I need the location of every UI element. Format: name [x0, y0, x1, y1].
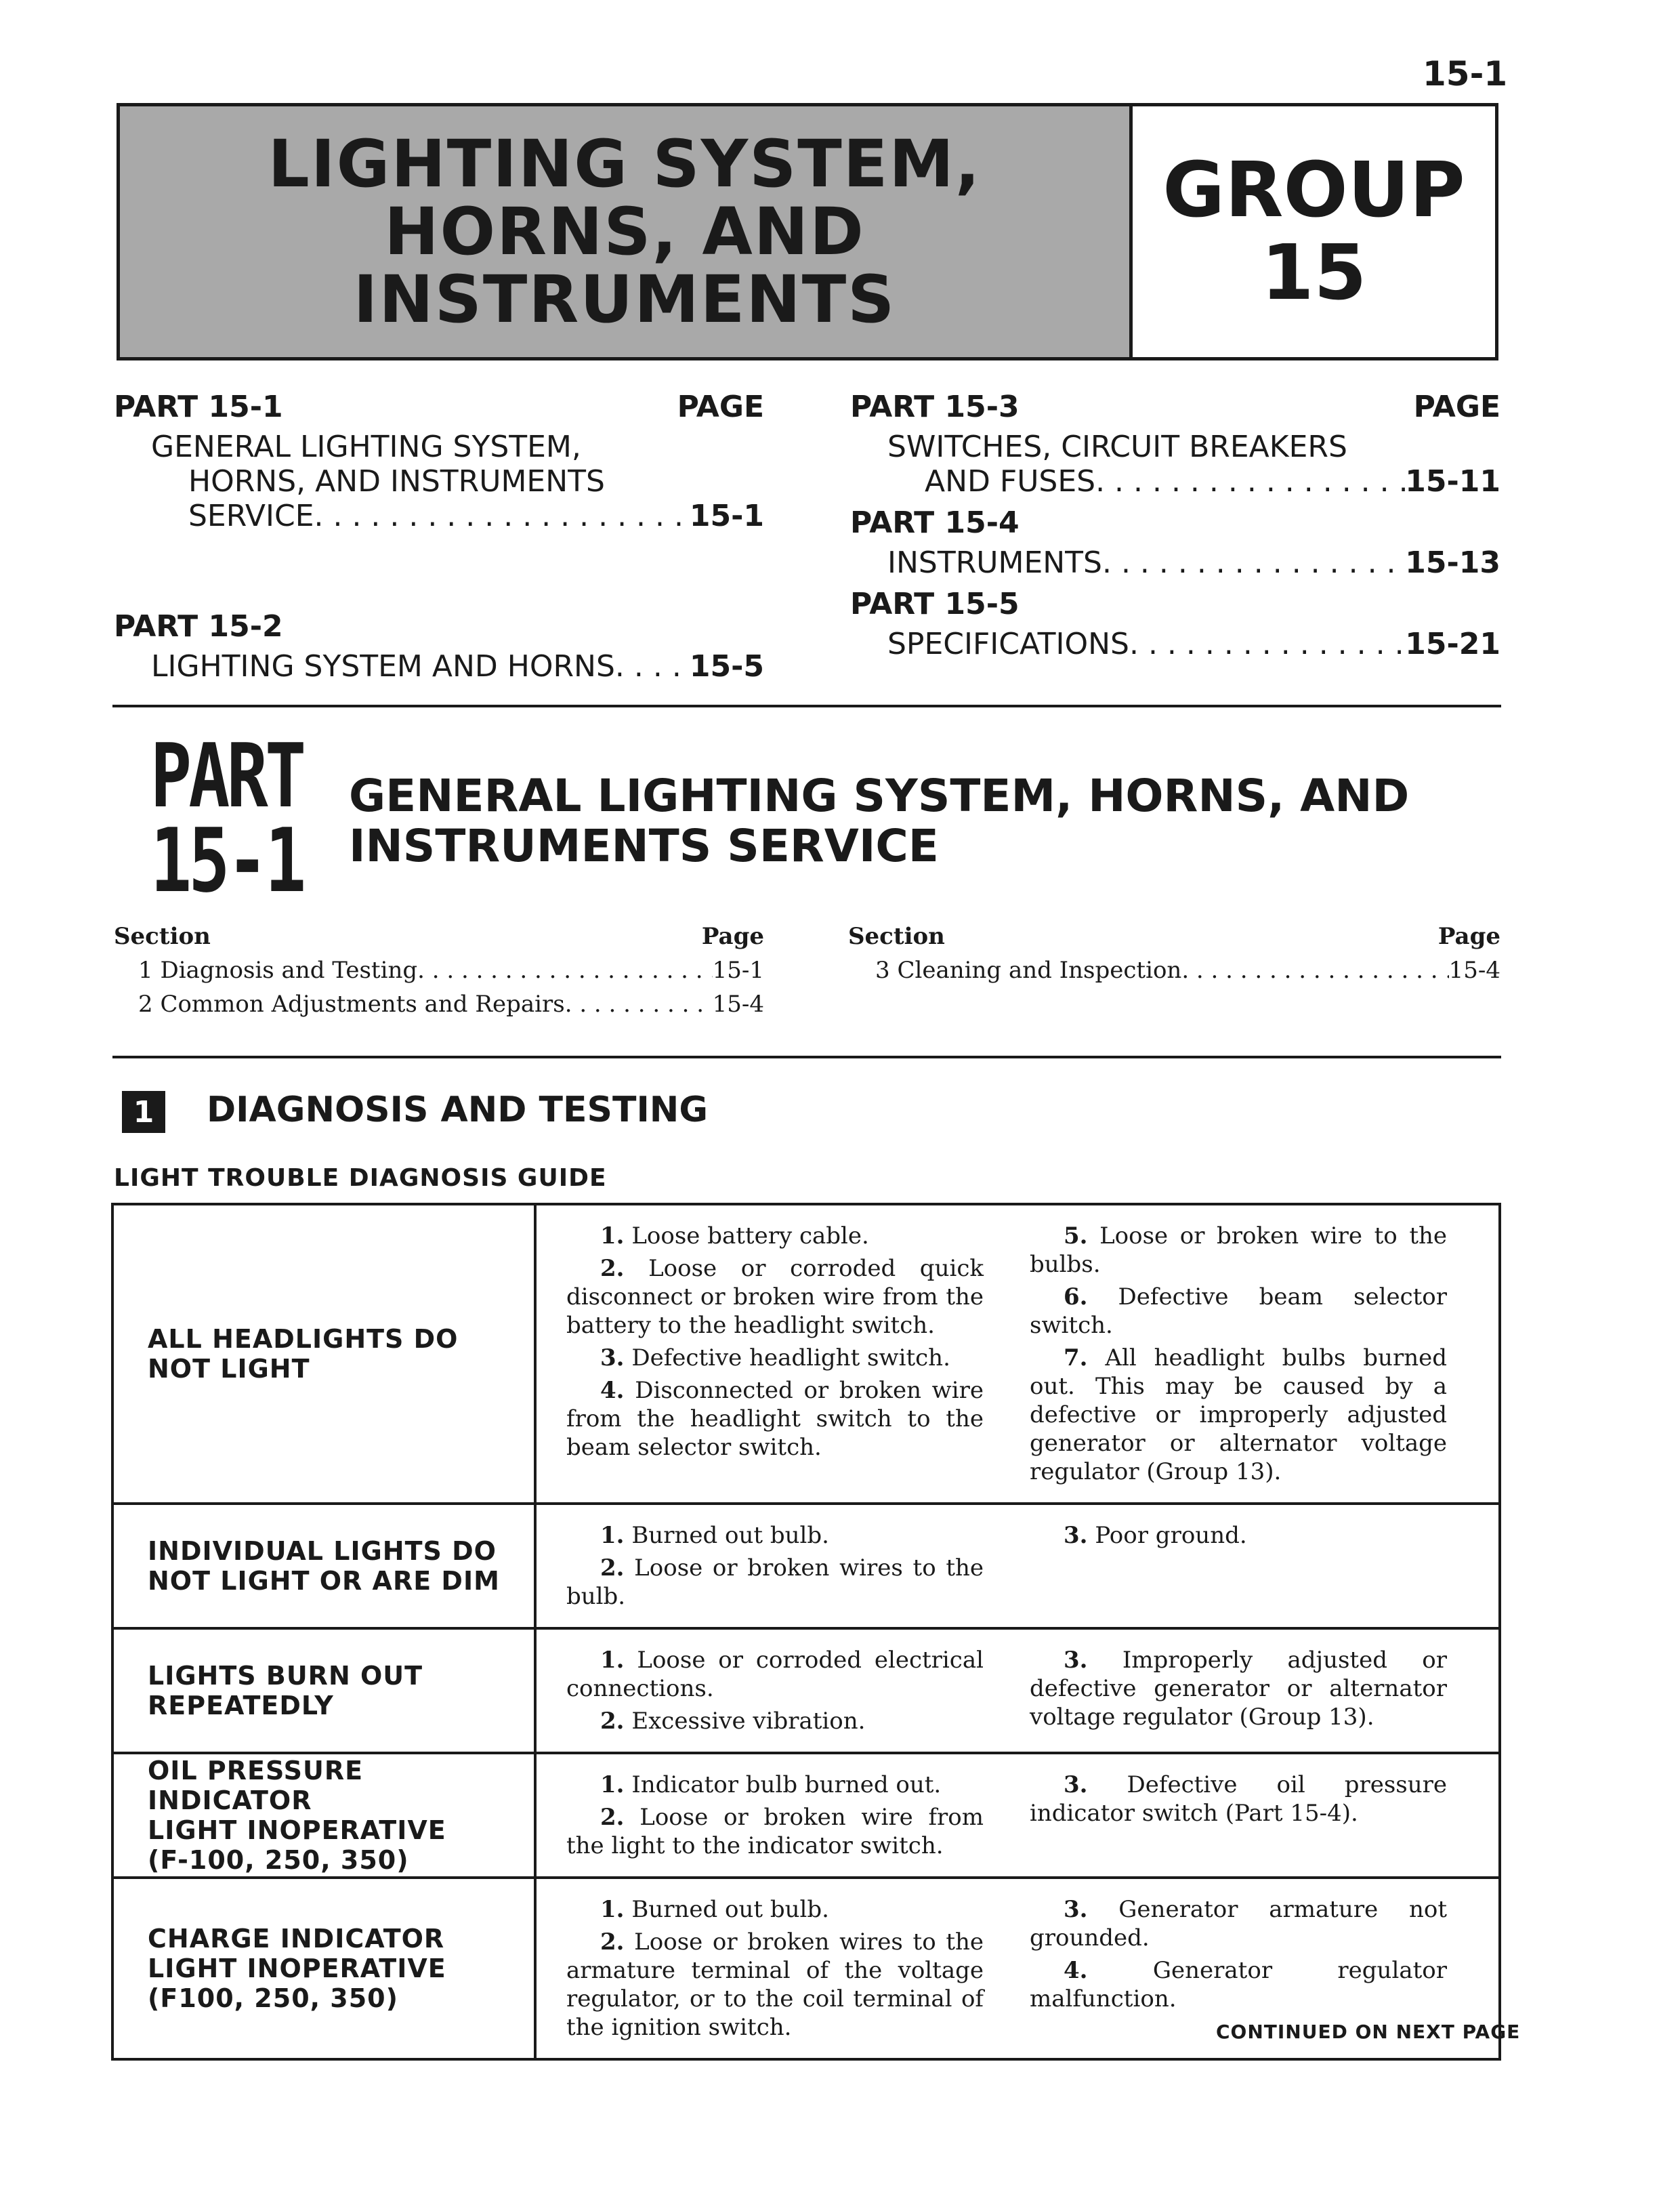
toc-entry-label: INSTRUMENTS	[887, 545, 1102, 580]
cause-item	[566, 1254, 984, 1340]
leader-dots	[615, 649, 690, 684]
toc-right-column	[850, 390, 1500, 661]
cause-column	[566, 1771, 984, 1864]
cause-number: 2.	[600, 1804, 625, 1831]
condition-cell	[112, 1504, 535, 1628]
table-row	[112, 1504, 1500, 1628]
cause-column	[1030, 1646, 1447, 1739]
leader-dots	[1129, 627, 1405, 661]
cause-text: Improperly adjusted or defective generator or alternator voltage regulator (Group 13).	[1030, 1647, 1447, 1731]
cause-number: 3.	[1064, 1647, 1088, 1674]
page-number: 15-1	[1423, 54, 1508, 94]
condition-cell	[112, 1204, 535, 1504]
cause-text: Loose battery cable.	[631, 1222, 869, 1250]
cause-item	[566, 1803, 984, 1860]
cause-item	[1030, 1895, 1447, 1952]
toc-entry-label: LIGHTING SYSTEM AND HORNS	[151, 649, 615, 684]
cause-number: 1.	[600, 1771, 625, 1798]
leader-dots	[1181, 957, 1448, 984]
cause-number: 4.	[600, 1377, 625, 1404]
diagnosis-table	[111, 1203, 1501, 2061]
cause-number: 1.	[600, 1222, 625, 1250]
cause-column	[566, 1646, 984, 1739]
cause-text: Loose or corroded electrical connections.	[566, 1647, 984, 1702]
section-entry-page: 15-4	[712, 991, 764, 1018]
cause-number: 2.	[600, 1708, 625, 1735]
cause-text: Poor ground.	[1095, 1522, 1247, 1549]
cause-number: 2.	[600, 1554, 625, 1582]
section-header: Section	[848, 923, 945, 950]
condition-line: LIGHT INOPERATIVE	[148, 1815, 446, 1845]
cause-text: Defective oil pressure indicator switch (Part 15-4).	[1030, 1771, 1447, 1827]
group-title	[120, 106, 1133, 357]
cause-text: Loose or broken wire from the light to the indicator switch.	[566, 1804, 984, 1859]
condition-line: NOT LIGHT OR ARE DIM	[148, 1566, 500, 1596]
group-label: GROUP	[1162, 146, 1465, 234]
condition-line: INDIVIDUAL LIGHTS DO	[148, 1536, 497, 1566]
cause-number: 6.	[1064, 1283, 1088, 1310]
cause-number: 1.	[600, 1647, 625, 1674]
cause-item	[1030, 1222, 1447, 1279]
cause-item	[566, 1707, 984, 1735]
toc-entry-label: SERVICE	[188, 499, 314, 533]
cause-text: All headlight bulbs burned out. This may be caused by a defective or improperly adjusted generator or alternator voltage regulator (Group 13).	[1030, 1344, 1447, 1485]
toc-part-heading: PART 15-1	[114, 390, 283, 424]
condition-line: NOT LIGHT	[148, 1354, 310, 1384]
condition-line: CHARGE INDICATOR	[148, 1924, 445, 1954]
cause-number: 3.	[1064, 1522, 1088, 1549]
cause-item	[566, 1222, 984, 1250]
cause-column	[1030, 1771, 1447, 1864]
causes-cell	[535, 1204, 1500, 1504]
toc-entry[interactable]	[114, 430, 764, 533]
part-title-line: INSTRUMENTS SERVICE	[349, 820, 939, 872]
condition-cell	[112, 1753, 535, 1878]
section-entry-label: 1 Diagnosis and Testing	[138, 957, 418, 984]
cause-item	[566, 1771, 984, 1799]
cause-number: 2.	[600, 1255, 625, 1282]
cause-number: 2.	[600, 1928, 625, 1956]
divider-rule	[112, 1056, 1501, 1058]
section-title: DIAGNOSIS AND TESTING	[207, 1090, 709, 1130]
cause-text: Excessive vibration.	[631, 1708, 866, 1735]
condition-line: (F-100, 250, 350)	[148, 1845, 409, 1875]
toc-entry-page: 15-1	[689, 499, 764, 533]
group-title-line: LIGHTING SYSTEM,	[268, 126, 982, 202]
toc-entry-label: SPECIFICATIONS	[887, 627, 1129, 661]
cause-text: Loose or broken wires to the armature terminal of the voltage regulator, or to the coil terminal of the ignition switch.	[566, 1928, 984, 2041]
cause-number: 3.	[1064, 1771, 1088, 1798]
cause-item	[1030, 1344, 1447, 1486]
cause-text: Loose or broken wires to the bulb.	[566, 1554, 984, 1610]
leader-dots	[1095, 464, 1405, 499]
cause-column	[1030, 1222, 1447, 1490]
toc-entry[interactable]	[850, 430, 1500, 499]
divider-rule	[112, 705, 1501, 707]
condition-cell	[112, 1628, 535, 1753]
toc-entry-page: 15-5	[689, 649, 764, 684]
table-row	[112, 1628, 1500, 1753]
toc-entry-page: 15-21	[1405, 627, 1500, 661]
group-number-box	[1133, 106, 1495, 357]
cause-number: 5.	[1064, 1222, 1088, 1250]
cause-text: Defective beam selector switch.	[1030, 1283, 1448, 1339]
cause-item	[566, 1928, 984, 2042]
cause-text: Loose or broken wire to the bulbs.	[1030, 1222, 1448, 1278]
cause-number: 1.	[600, 1522, 625, 1549]
continued-note: CONTINUED ON NEXT PAGE	[1216, 2021, 1521, 2043]
leader-dots	[314, 499, 690, 533]
condition-line: LIGHT INOPERATIVE	[148, 1954, 446, 1983]
page-header: Page	[701, 923, 764, 950]
toc-part-heading: PART 15-3	[850, 390, 1020, 424]
cause-text: Burned out bulb.	[631, 1896, 829, 1923]
toc-entry[interactable]	[850, 627, 1500, 661]
section-entry-label: 3 Cleaning and Inspection	[875, 957, 1182, 984]
section-header: Section	[114, 923, 211, 950]
group-number: 15	[1261, 229, 1367, 317]
cause-item	[1030, 1771, 1447, 1828]
cause-column	[566, 1895, 984, 2046]
section-entry[interactable]	[114, 991, 764, 1018]
section-index-right	[848, 923, 1500, 984]
toc-entry[interactable]	[114, 649, 764, 684]
toc-page-header: PAGE	[1413, 390, 1500, 424]
cause-column	[566, 1222, 984, 1490]
cause-item	[1030, 1646, 1447, 1731]
condition-line: (F100, 250, 350)	[148, 1983, 398, 2013]
cause-text: Disconnected or broken wire from the headlight switch to the beam selector switch.	[566, 1377, 984, 1461]
group-title-line: INSTRUMENTS	[353, 262, 896, 337]
section-entry-page: 15-4	[1448, 957, 1500, 984]
cause-text: Generator regulator malfunction.	[1030, 1957, 1447, 2012]
page-header: Page	[1437, 923, 1500, 950]
toc-entry-line: SWITCHES, CIRCUIT BREAKERS	[887, 430, 1347, 464]
cause-text: Generator armature not grounded.	[1030, 1896, 1447, 1952]
toc-part-heading: PART 15-2	[114, 609, 283, 644]
toc-part-heading: PART 15-5	[850, 587, 1020, 621]
table-row	[112, 1204, 1500, 1504]
group-title-line: HORNS, AND	[384, 194, 865, 270]
condition-cell	[112, 1878, 535, 2059]
cause-text: Indicator bulb burned out.	[631, 1771, 942, 1798]
cause-text: Defective headlight switch.	[631, 1344, 950, 1371]
part-title-line: GENERAL LIGHTING SYSTEM, HORNS, AND	[349, 770, 1410, 822]
guide-title: LIGHT TROUBLE DIAGNOSIS GUIDE	[114, 1164, 607, 1192]
cause-number: 7.	[1064, 1344, 1088, 1371]
cause-number: 4.	[1064, 1957, 1088, 1984]
section-entry-label: 2 Common Adjustments and Repairs	[138, 991, 565, 1018]
part-label: PART	[150, 724, 303, 827]
group-header	[117, 103, 1498, 360]
leader-dots	[417, 957, 713, 984]
causes-cell	[535, 1504, 1500, 1628]
leader-dots	[565, 991, 713, 1018]
causes-cell	[535, 1628, 1500, 1753]
toc-entry[interactable]	[850, 545, 1500, 580]
cause-column	[566, 1521, 984, 1615]
condition-line: REPEATEDLY	[148, 1691, 334, 1720]
condition-line: LIGHTS BURN OUT	[148, 1661, 423, 1691]
cause-item	[1030, 1956, 1447, 2013]
toc-entry-page: 15-11	[1405, 464, 1500, 499]
cause-item	[1030, 1521, 1447, 1550]
cause-column	[1030, 1521, 1447, 1615]
cause-number: 1.	[600, 1896, 625, 1923]
leader-dots	[1102, 545, 1405, 580]
cause-text: Loose or corroded quick disconnect or broken wire from the battery to the headlight switch.	[566, 1255, 984, 1339]
part-title	[349, 771, 1409, 871]
cause-item	[566, 1646, 984, 1703]
section-number-badge: 1	[122, 1091, 165, 1133]
toc-part-heading: PART 15-4	[850, 505, 1020, 540]
condition-line: ALL HEADLIGHTS DO	[148, 1324, 459, 1354]
table-row	[112, 1753, 1500, 1878]
toc-entry-page: 15-13	[1405, 545, 1500, 580]
cause-item	[1030, 1283, 1447, 1340]
cause-item	[566, 1376, 984, 1462]
toc-entry-line: HORNS, AND INSTRUMENTS	[188, 464, 605, 499]
toc-entry-label: AND FUSES	[925, 464, 1096, 499]
causes-cell	[535, 1753, 1500, 1878]
cause-number: 3.	[600, 1344, 625, 1371]
cause-text: Burned out bulb.	[631, 1522, 829, 1549]
section-index-left	[114, 923, 764, 1018]
section-entry[interactable]	[848, 957, 1500, 984]
cause-item	[566, 1554, 984, 1611]
cause-item	[566, 1895, 984, 1924]
part-number: 15-1	[150, 809, 303, 912]
toc-page-header: PAGE	[677, 390, 764, 424]
cause-item	[566, 1521, 984, 1550]
section-entry-page: 15-1	[712, 957, 764, 984]
section-entry[interactable]	[114, 957, 764, 984]
toc-entry-line: GENERAL LIGHTING SYSTEM,	[151, 430, 581, 464]
cause-item	[566, 1344, 984, 1372]
cause-number: 3.	[1064, 1896, 1088, 1923]
condition-line: OIL PRESSURE INDICATOR	[148, 1756, 364, 1815]
toc-left-column	[114, 390, 764, 684]
